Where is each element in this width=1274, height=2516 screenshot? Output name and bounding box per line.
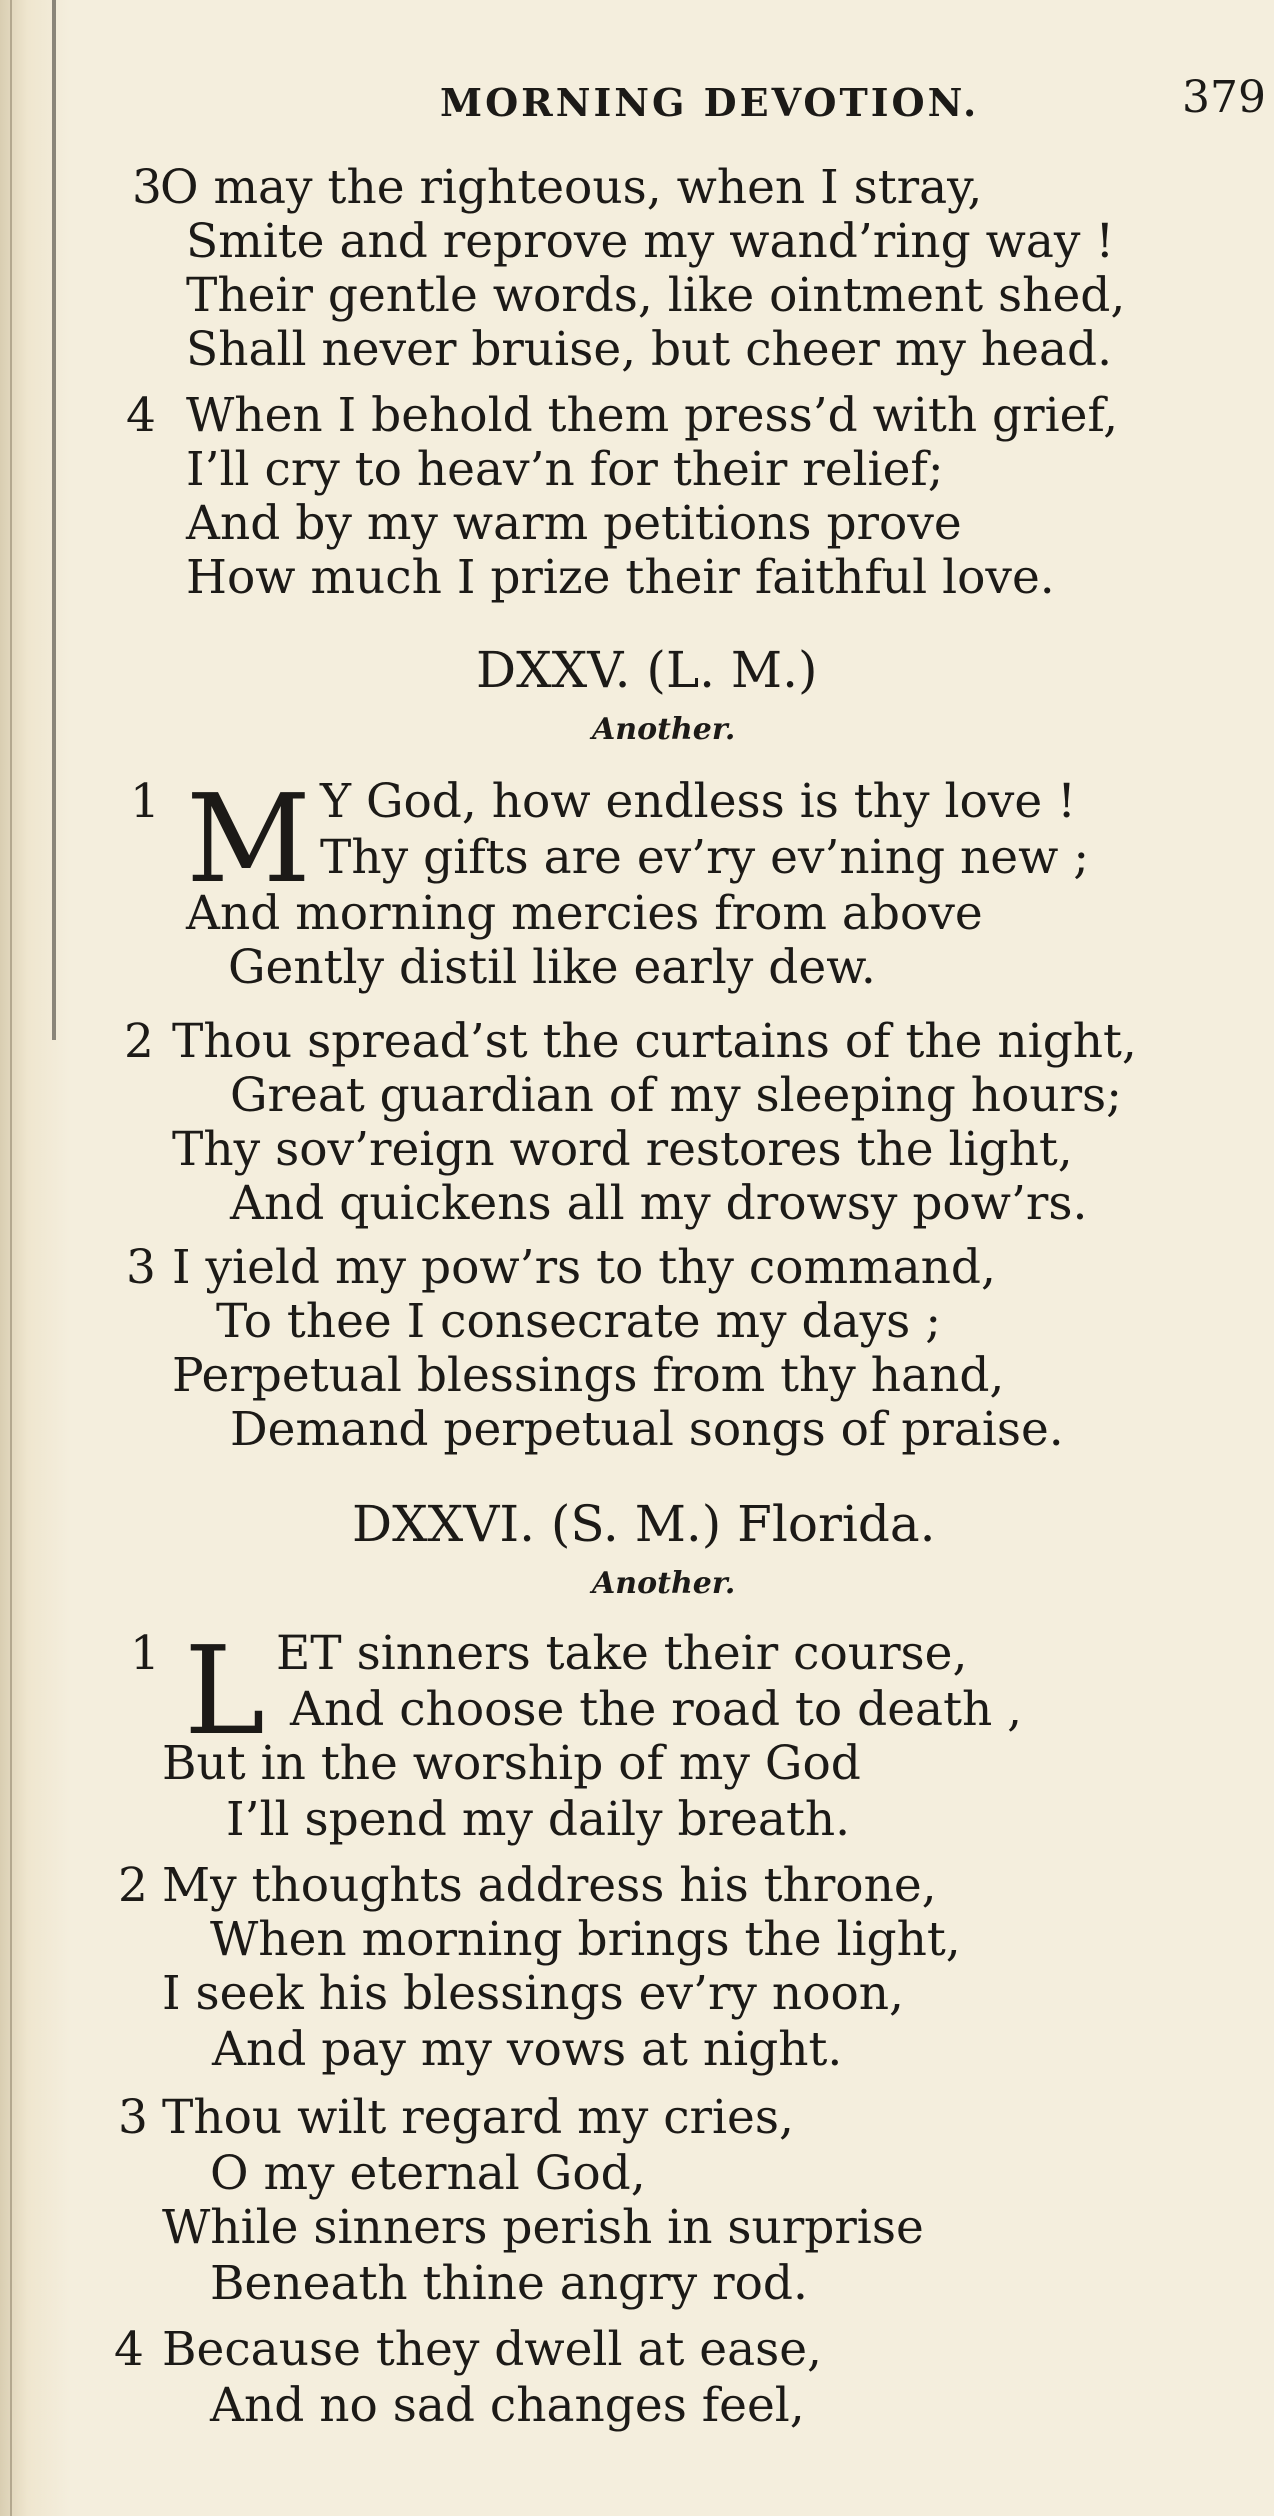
verse-line: Smite and reprove my wand’ring way ! (186, 214, 1115, 269)
drop-cap: M (186, 768, 311, 910)
verse-line: ET sinners take their course, (276, 1626, 968, 1681)
verse-line: Gently distil like early dew. (228, 940, 876, 995)
verse-line: And morning mercies from above (186, 886, 983, 941)
running-header (0, 72, 1274, 132)
verse-line: And pay my vows at night. (212, 2022, 843, 2077)
verse-line: I’ll cry to heav’n for their relief; (186, 442, 944, 497)
verse-line: Their gentle words, like ointment shed, (186, 268, 1126, 323)
verse-line: Y God, how endless is thy love ! (320, 774, 1076, 829)
verse-line: When I behold them press’d with grief, (186, 388, 1119, 443)
verse-number: 2 (124, 1014, 154, 1069)
hymn-title: DXXV. (L. M.) (476, 641, 818, 699)
tune-name: Another. (592, 1566, 736, 1601)
verse-number: 3 (126, 1240, 156, 1295)
verse-line: I’ll spend my daily breath. (226, 1792, 851, 1847)
drop-cap: L (184, 1620, 266, 1762)
verse-number: 1 (130, 774, 160, 829)
running-title: MORNING DEVOTION. (440, 80, 980, 125)
verse-line: Demand perpetual songs of praise. (230, 1402, 1064, 1457)
verse-line: Beneath thine angry rod. (210, 2256, 808, 2311)
verse-line: O may the righteous, when I stray, (160, 160, 983, 215)
verse-line: When morning brings the light, (210, 1912, 961, 1967)
verse-line: I yield my pow’rs to thy command, (172, 1240, 996, 1295)
verse-number: 4 (114, 2322, 144, 2377)
verse-line: To thee I consecrate my days ; (216, 1294, 942, 1349)
verse-line: And no sad changes feel, (210, 2378, 805, 2433)
verse-line: Because they dwell at ease, (162, 2322, 822, 2377)
verse-number: 3 (132, 160, 162, 215)
verse-line: Perpetual blessings from thy hand, (172, 1348, 1005, 1403)
verse-line: My thoughts address his throne, (162, 1858, 937, 1913)
verse-line: Thy sov’reign word restores the light, (172, 1122, 1073, 1177)
verse-line: While sinners perish in surprise (162, 2200, 924, 2255)
verse-number: 2 (118, 1858, 148, 1913)
verse-number: 4 (126, 388, 156, 443)
verse-line: And by my warm petitions prove (186, 496, 962, 551)
verse-number: 1 (130, 1626, 160, 1681)
verse-line: Thy gifts are ev’ry ev’ning new ; (320, 830, 1090, 885)
page-number: 379 (1182, 72, 1266, 123)
hymn-title: DXXVI. (S. M.) Florida. (352, 1495, 936, 1553)
page-edge (10, 0, 12, 2516)
verse-line: Thou wilt regard my cries, (162, 2090, 794, 2145)
verse-line: How much I prize their faithful love. (186, 550, 1055, 605)
verse-line: I seek his blessings ev’ry noon, (162, 1966, 904, 2021)
verse-line: Great guardian of my sleeping hours; (230, 1068, 1123, 1123)
verse-line: And choose the road to death , (290, 1682, 1023, 1737)
verse-line: But in the worship of my God (162, 1736, 861, 1791)
tune-name: Another. (592, 712, 736, 747)
binding-shadow (52, 0, 56, 1040)
verse-line: Thou spread’st the curtains of the night, (172, 1014, 1137, 1069)
verse-number: 3 (118, 2090, 148, 2145)
verse-line: Shall never bruise, but cheer my head. (186, 322, 1113, 377)
verse-line: O my eternal God, (210, 2146, 646, 2201)
verse-line: And quickens all my drowsy pow’rs. (230, 1176, 1088, 1231)
